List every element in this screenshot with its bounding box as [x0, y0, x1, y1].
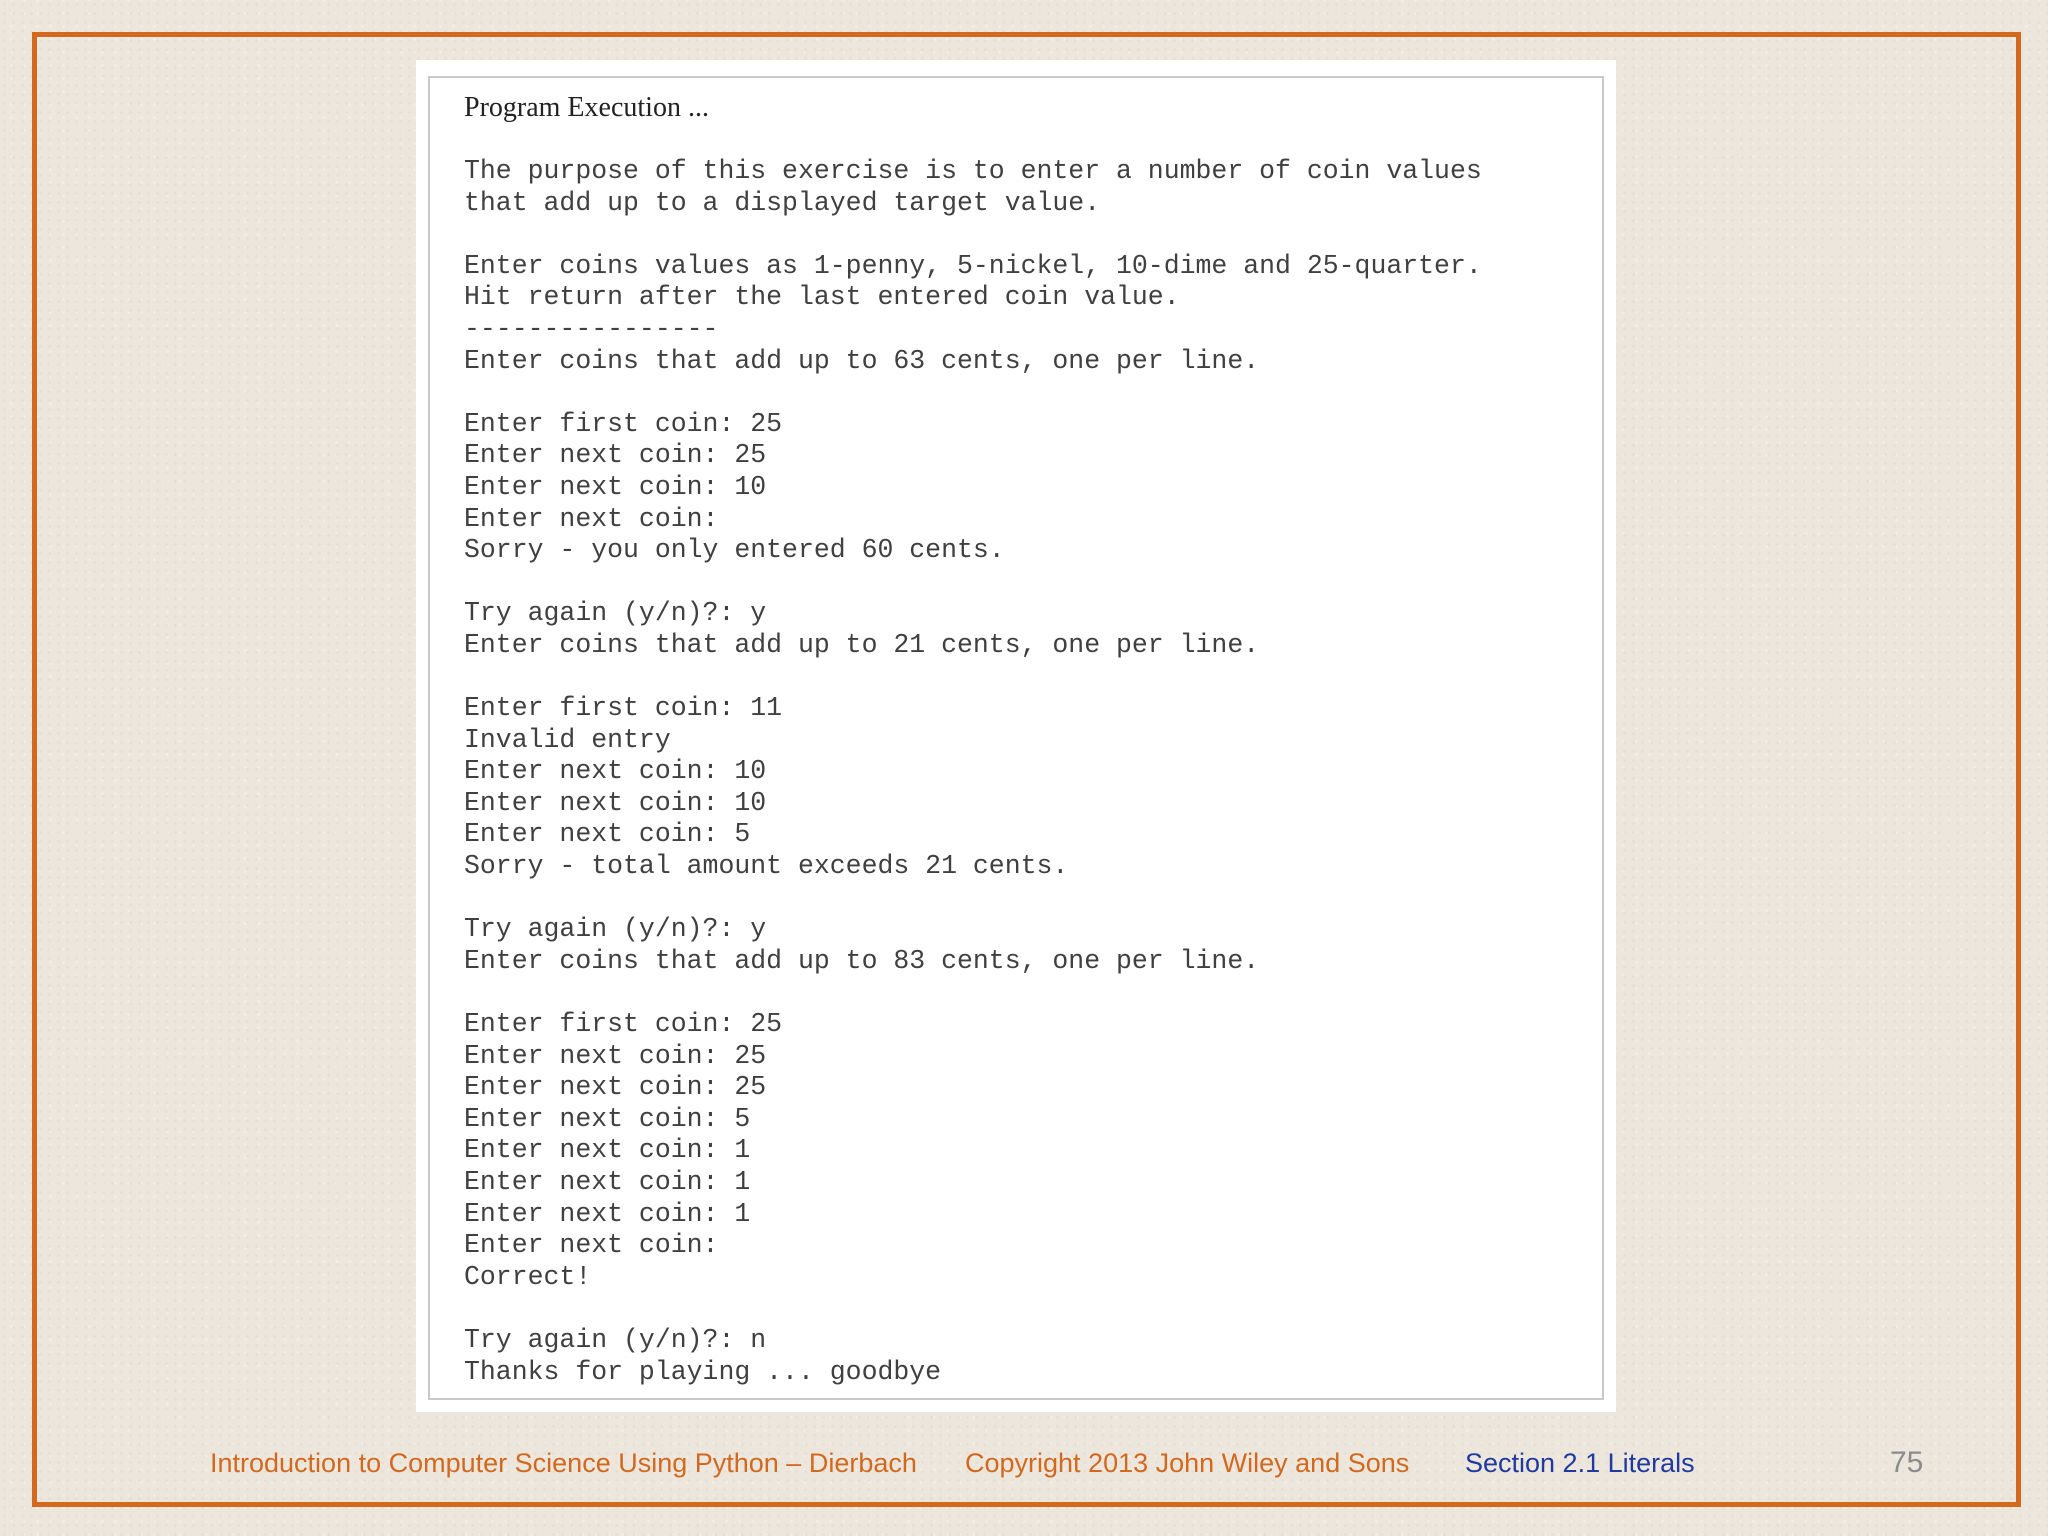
footer-book-title: Introduction to Computer Science Using Python – Dierbach	[210, 1448, 917, 1478]
console-line: Try again (y/n)?: y	[464, 598, 767, 629]
console-line: Enter coins that add up to 83 cents, one per line.	[464, 945, 1260, 976]
console-line: Enter next coin: 10	[464, 787, 767, 818]
console-line	[464, 977, 1482, 1009]
console-line: Enter next coin: 25	[464, 1040, 767, 1071]
console-line	[464, 219, 1482, 251]
console-line	[464, 662, 1482, 694]
console-line: ----------------	[464, 313, 719, 344]
console-line: Invalid entry	[464, 724, 671, 755]
console-line: Enter next coin: 10	[464, 471, 767, 502]
console-output	[464, 156, 1482, 1388]
footer-section: Section 2.1 Literals	[1465, 1448, 1695, 1478]
figure-title: Program Execution ...	[464, 92, 709, 123]
console-line: Try again (y/n)?: y	[464, 914, 767, 945]
console-line: Enter coins that add up to 21 cents, one per line.	[464, 629, 1260, 660]
console-line: Thanks for playing ... goodbye	[464, 1356, 942, 1387]
console-line: Enter next coin: 10	[464, 756, 767, 787]
console-line: Sorry - you only entered 60 cents.	[464, 535, 1005, 566]
console-line: Hit return after the last entered coin value.	[464, 282, 1180, 313]
console-line: Enter next coin: 5	[464, 819, 751, 850]
program-execution-figure	[416, 60, 1616, 1412]
console-line: Enter next coin: 5	[464, 1103, 751, 1134]
console-line: Enter coins that add up to 63 cents, one per line.	[464, 345, 1260, 376]
console-line	[464, 567, 1482, 599]
console-line: Enter next coin: 25	[464, 440, 767, 471]
console-line: Enter first coin: 25	[464, 408, 783, 439]
console-line	[464, 377, 1482, 409]
console-line: Enter first coin: 11	[464, 693, 783, 724]
console-line: Enter first coin: 25	[464, 1009, 783, 1040]
console-line: Enter next coin:	[464, 1230, 719, 1261]
console-line	[464, 883, 1482, 915]
footer-copyright: Copyright 2013 John Wiley and Sons	[965, 1448, 1410, 1478]
figure-border	[428, 76, 1604, 1400]
console-line: Enter next coin: 25	[464, 1072, 767, 1103]
console-line: Sorry - total amount exceeds 21 cents.	[464, 851, 1069, 882]
console-line: The purpose of this exercise is to enter a number of coin values	[464, 156, 1482, 186]
console-line: Enter next coin:	[464, 503, 719, 534]
console-line: Correct!	[464, 1261, 592, 1292]
console-line	[464, 1293, 1482, 1325]
console-line: Enter next coin: 1	[464, 1135, 751, 1166]
console-line: Enter next coin: 1	[464, 1167, 751, 1197]
console-line: Try again (y/n)?: n	[464, 1324, 767, 1355]
page-number: 75	[1890, 1446, 1924, 1479]
console-line: that add up to a displayed target value.	[464, 187, 1101, 218]
console-line: Enter next coin: 1	[464, 1198, 751, 1229]
console-line: Enter coins values as 1-penny, 5-nickel, 10-dime and 25-quarter.	[464, 250, 1482, 281]
